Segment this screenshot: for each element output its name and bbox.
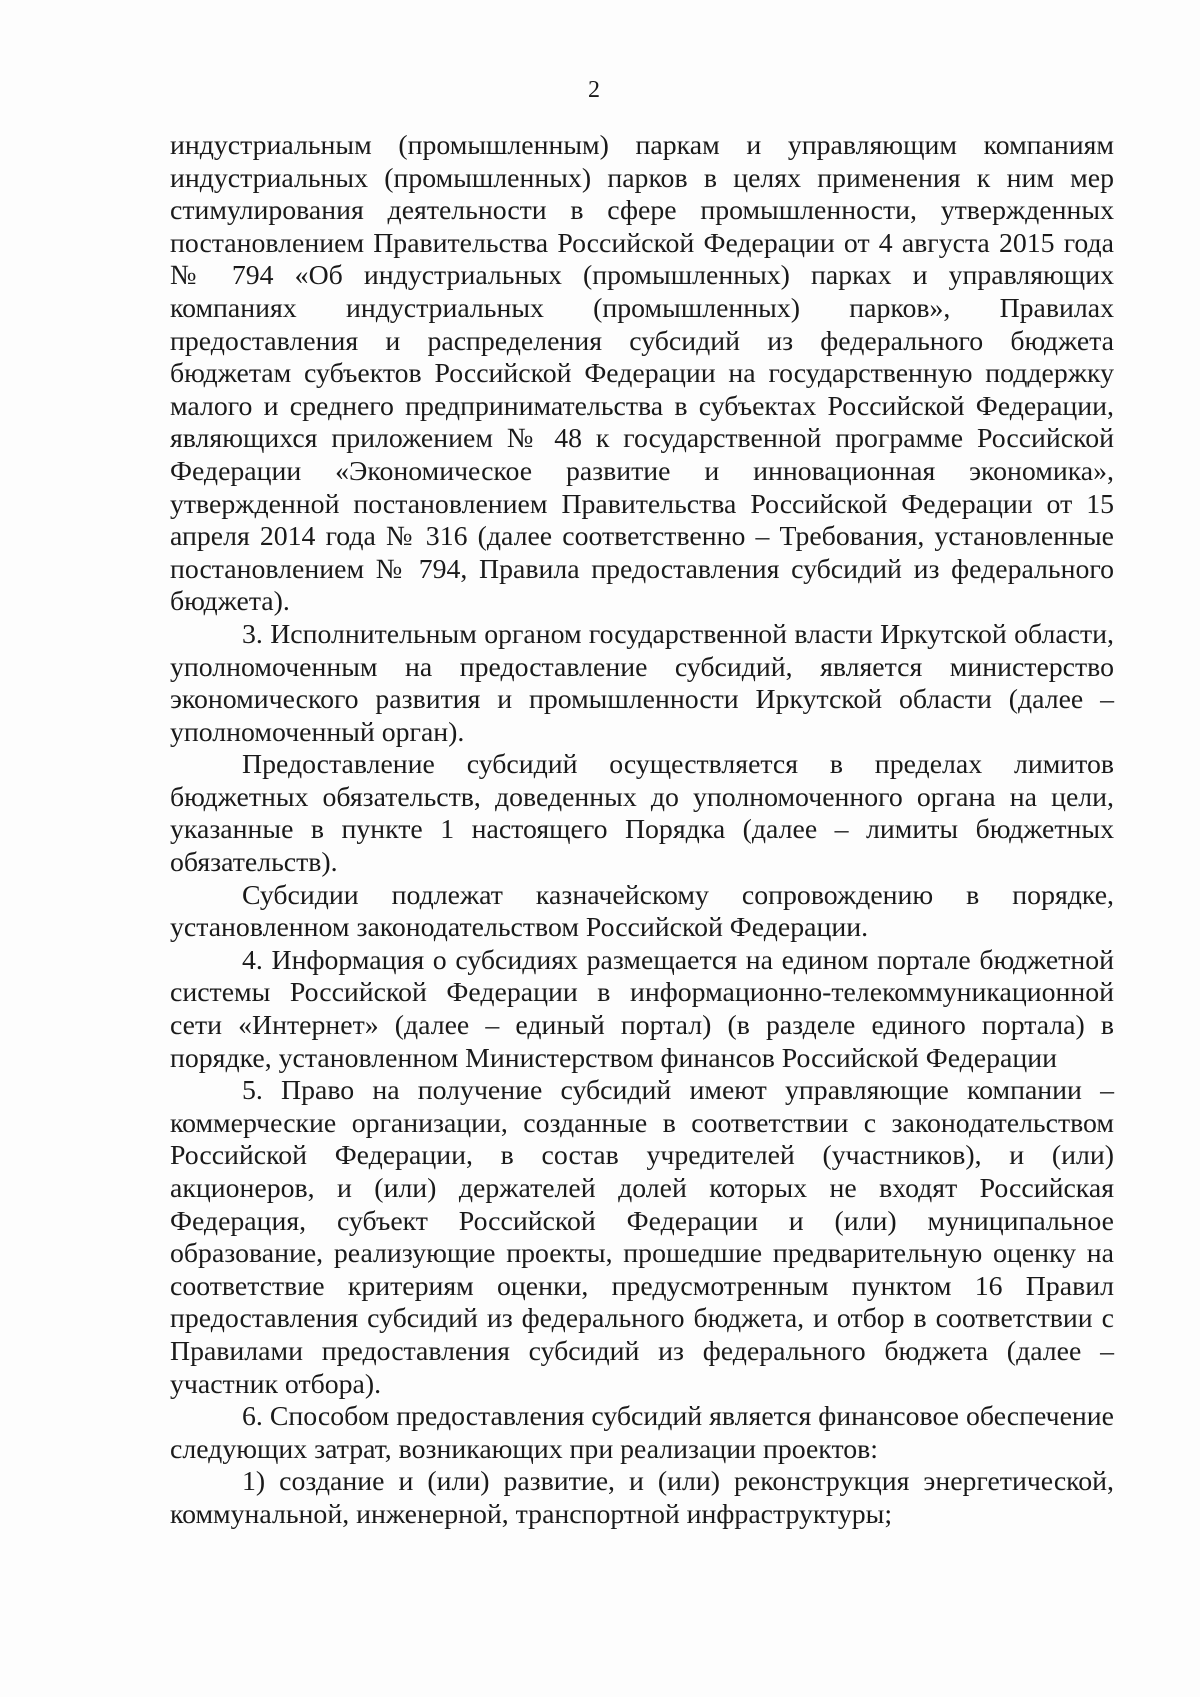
paragraph-item-3: 3. Исполнительным органом государственной власти Иркутской области, уполномоченным на предоставление субсидий, является министерство экономического развития и промышленности Иркутской области (далее – уполномоченный орган). xyxy=(170,618,1114,748)
paragraph-item-6: 6. Способом предоставления субсидий является финансовое обеспечение следующих затрат, возникающих при реализации проектов: xyxy=(170,1401,1114,1465)
paragraph-item-5: 5. Право на получение субсидий имеют управляющие компании – коммерческие организации, созданные в соответствии с законодательством Российской Федерации, в состав учредителей (участников), и (или) акционеров, и (или) держателей долей которых не входят Российская Федерация, субъект Российской Федерации и (или) муниципальное образование, реализующие проекты, прошедшие предварительную оценку на соответствие критериям оценки, предусмотренным пунктом 16 Правил предоставления субсидий из федерального бюджета, и отбор в соответствии с Правилами предоставления субсидий из федерального бюджета (далее – участник отбора). xyxy=(170,1075,1114,1400)
paragraph-subitem-1: 1) создание и (или) развитие, и (или) реконструкция энергетической, коммунальной, инженерной, транспортной инфраструктуры; xyxy=(170,1466,1114,1530)
paragraph-budget-limits: Предоставление субсидий осуществляется в пределах лимитов бюджетных обязательств, доведенных до уполномоченного органа на цели, указанные в пункте 1 настоящего Порядка (далее – лимиты бюджетных обязательств). xyxy=(170,749,1114,879)
page-number: 2 xyxy=(588,77,600,103)
paragraph-treasury-support: Субсидии подлежат казначейскому сопровождению в порядке, установленном законодательством Российской Федерации. xyxy=(170,879,1114,944)
paragraph-continued: индустриальным (промышленным) паркам и управляющим компаниям индустриальных (промышленных) парков в целях применения к ним мер стимулирования деятельности в сфере промышленности, утвержденных постановлением Правительства Российской Федерации от 4 августа 2015 года № 794 «Об индустриальных (промышленных) парках и управляющих компаниях индустриальных (промышленных) парков», Правилах предоставления и распределения субсидий из федерального бюджета бюджетам субъектов Российской Федерации на государственную поддержку малого и среднего предпринимательства в субъектах Российской Федерации, являющихся приложением № 48 к государственной программе Российской Федерации «Экономическое развитие и инновационная экономика», утвержденной постановлением Правительства Российской Федерации от 15 апреля 2014 года № 316 (далее соответственно – Требования, установленные постановлением № 794, Правила предоставления субсидий из федерального бюджета). xyxy=(170,130,1114,618)
paragraph-item-4: 4. Информация о субсидиях размещается на едином портале бюджетной системы Российской Федерации в информационно-телекоммуникационной сети «Интернет» (далее – единый портал) (в разделе единого портала) в порядке, установленном Министерством финансов Российской Федерации xyxy=(170,944,1114,1074)
document-body xyxy=(170,130,1114,1532)
